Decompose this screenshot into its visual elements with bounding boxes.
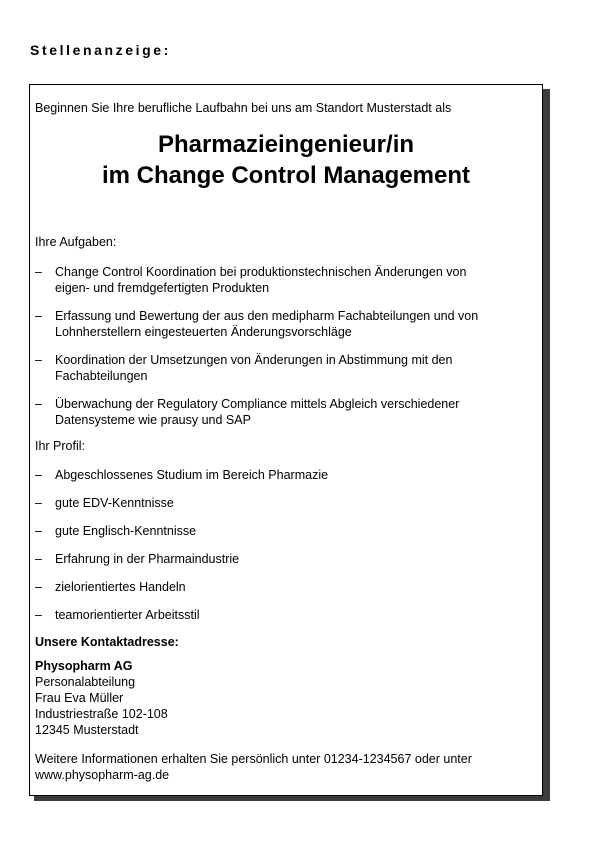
bullet-dash: – (35, 496, 42, 510)
profile-item: gute Englisch-Kenntnisse (55, 524, 197, 538)
bullet-dash: – (35, 608, 42, 622)
job-title (30, 129, 542, 191)
bullet-dash: – (35, 468, 42, 482)
list-item (35, 607, 532, 623)
contact-city: 12345 Musterstadt (35, 723, 139, 737)
intro-text: Beginnen Sie Ihre berufliche Laufbahn bei uns am Standort Musterstadt als (35, 101, 452, 115)
list-item (35, 551, 532, 567)
list-item (35, 523, 532, 539)
task-line: Datensysteme wie prausy und SAP (55, 413, 251, 427)
tasks-label: Ihre Aufgaben: (35, 235, 117, 249)
bullet-dash: – (35, 353, 42, 367)
bullet-dash: – (35, 552, 42, 566)
task-line: Fachabteilungen (55, 369, 148, 383)
list-item (35, 352, 532, 384)
task-line: Überwachung der Regulatory Compliance mittels Abgleich verschiedener (55, 397, 460, 411)
profile-item: gute EDV-Kenntnisse (55, 496, 174, 510)
bullet-dash: – (35, 580, 42, 594)
task-line: Koordination der Umsetzungen von Änderungen in Abstimmung mit den (55, 353, 453, 367)
tasks-list (35, 264, 532, 428)
page-heading: Stellenanzeige: (30, 42, 171, 58)
task-line: Lohnherstellern eingesteuerten Änderungsvorschläge (55, 325, 352, 339)
job-ad (29, 84, 543, 796)
list-item (35, 579, 532, 595)
contact-street: Industriestraße 102-108 (35, 707, 168, 721)
profile-label: Ihr Profil: (35, 439, 86, 453)
profile-list (35, 467, 532, 623)
contact-department: Personalabteilung (35, 675, 136, 689)
company-website: www.physopharm-ag.de (35, 768, 170, 782)
bullet-dash: – (35, 397, 42, 411)
contact-person: Frau Eva Müller (35, 691, 124, 705)
profile-item: teamorientierter Arbeitsstil (55, 608, 200, 622)
more-info-line1: Weitere Informationen erhalten Sie persönlich unter 01234-1234567 oder unter (35, 752, 472, 766)
list-item (35, 495, 532, 511)
job-title-line1: Pharmazieingenieur/in (157, 131, 415, 158)
bullet-dash: – (35, 309, 42, 323)
profile-item: Erfahrung in der Pharmaindustrie (55, 552, 240, 566)
profile-item: Abgeschlossenes Studium im Bereich Pharmazie (55, 468, 329, 482)
task-line: eigen- und fremdgefertigten Produkten (55, 281, 270, 295)
profile-item: zielorientiertes Handeln (55, 580, 186, 594)
list-item (35, 467, 532, 483)
list-item (35, 396, 532, 428)
list-item (35, 308, 532, 340)
contact-block (35, 634, 179, 738)
bullet-dash: – (35, 265, 42, 279)
bullet-dash: – (35, 524, 42, 538)
list-item (35, 264, 532, 296)
company-name: Physopharm AG (35, 659, 133, 673)
contact-label: Unsere Kontaktadresse: (35, 635, 179, 649)
task-line: Change Control Koordination bei produktionstechnischen Änderungen von (55, 265, 467, 279)
job-title-line2: im Change Control Management (101, 162, 471, 189)
task-line: Erfassung und Bewertung der aus den medipharm Fachabteilungen und von (55, 309, 479, 323)
more-info (35, 751, 472, 783)
